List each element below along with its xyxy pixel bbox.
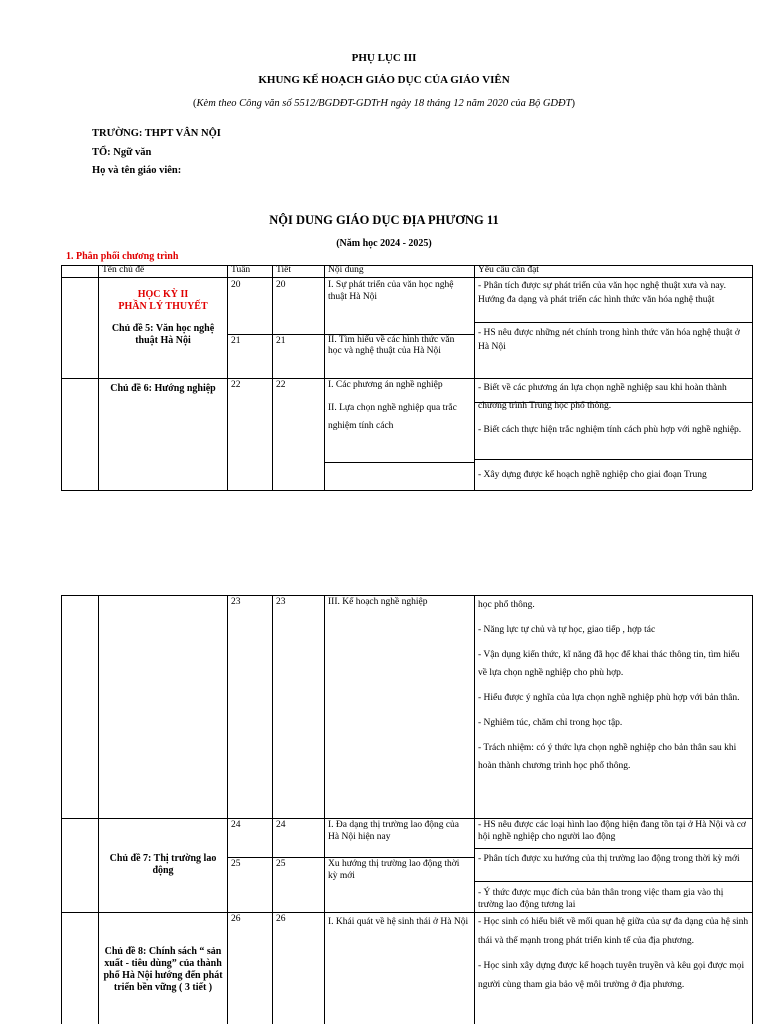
topic6-req-2: - Biết cách thực hiện trắc nghiệm tính cách phù hợp với nghề nghiệp. — [478, 425, 742, 435]
topic8-week: 26 — [231, 914, 241, 924]
topic6-req-1: - Biết về các phương án lựa chọn nghề nghiệp sau khi hoàn thành chương trình Trung học phổ thông. — [478, 383, 727, 411]
topic6-content — [328, 379, 472, 435]
topic8-content: I. Khái quát về hệ sinh thái ở Hà Nội — [328, 917, 469, 927]
group-name: TỔ: Ngữ văn — [92, 147, 152, 158]
topic7-period-2: 25 — [276, 859, 286, 869]
page2-req-2: - Vận dụng kiến thức, kĩ năng đã học để khai thác thông tin, tìm hiểu về lựa chọn nghề nghiệp cho phù hợp. — [478, 650, 740, 678]
header-topic: Tên chủ đề — [102, 265, 145, 275]
page2-req-0: học phổ thông. — [478, 600, 535, 610]
reference-open: ( — [193, 98, 197, 109]
reference-close: ) — [571, 98, 575, 109]
topic5-req-1: - Phân tích được sự phát triển của văn học nghệ thuật xưa và nay. Hướng đa dạng và phát triển các hình thức văn hóa nghệ thuật — [478, 281, 727, 305]
topic5-week-2: 21 — [231, 336, 241, 346]
topic6-req-3: - Xây dựng được kế hoạch nghề nghiệp cho giai đoạn Trung — [478, 470, 707, 480]
school-name: TRƯỜNG: THPT VÂN NỘI — [92, 128, 221, 139]
topic7-week-2: 25 — [231, 859, 241, 869]
section-title: NỘI DUNG GIÁO DỤC ĐỊA PHƯƠNG 11 — [269, 213, 499, 227]
topic7-week-1: 24 — [231, 820, 241, 830]
teacher-name: Họ và tên giáo viên: — [92, 165, 182, 176]
topic5-week-1: 20 — [231, 280, 241, 290]
page2-period: 23 — [276, 597, 286, 607]
topic5-period-2: 21 — [276, 336, 286, 346]
header-period: Tiết — [276, 265, 291, 275]
topic7-req-3: - Ý thức được mục đích của bản thân trong việc tham gia vào thị trường lao động tương lai — [478, 888, 724, 910]
topic8-period: 26 — [276, 914, 286, 924]
page2-req-3: - Hiểu được ý nghĩa của lựa chọn nghề nghiệp phù hợp với bản thân. — [478, 693, 740, 703]
topic8-requirements — [478, 913, 750, 1024]
topic5-req-2: - HS nêu được những nét chính trong hình thức văn hóa nghệ thuật ở Hà Nội — [478, 328, 740, 352]
distribution-heading: 1. Phân phối chương trình — [66, 251, 179, 262]
page2-req-1: - Năng lực tự chủ và tự học, giao tiếp , hợp tác — [478, 625, 656, 635]
topic6-name: Chủ đề 6: Hướng nghiệp — [110, 383, 216, 394]
topic7-period-1: 24 — [276, 820, 286, 830]
topic5-name: Chủ đề 5: Văn học nghệ thuật Hà Nội — [111, 323, 215, 346]
school-year: (Năm học 2024 - 2025) — [336, 238, 432, 249]
page2-week: 23 — [231, 597, 241, 607]
part-label: PHẦN LÝ THUYẾT — [118, 301, 208, 312]
page2-requirements — [478, 596, 750, 775]
topic8-req-2: - Học sinh xây dựng được kế hoạch tuyên truyền và kêu gọi được mọi người cùng tham gia bảo vệ môi trường ở địa phương. — [478, 961, 745, 990]
page2-req-4: - Nghiêm túc, chăm chỉ trong học tập. — [478, 718, 623, 728]
topic7-content-1: I. Đa dạng thị trường lao động của Hà Nội hiện nay — [328, 820, 460, 842]
page2-req-5: - Trách nhiệm: có ý thức lựa chọn nghề nghiệp cho bản thân sau khi hoàn thành chương trình học phổ thông. — [478, 743, 737, 771]
topic6-week: 22 — [231, 380, 241, 390]
appendix-title: PHỤ LỤC III — [351, 52, 417, 64]
topic7-req-2: - Phân tích được xu hướng của thị trường lao động trong thời kỳ mới — [478, 854, 740, 864]
topic7-name: Chủ đề 7: Thị trường lao động — [109, 853, 217, 876]
topic8-req-1: - Học sinh có hiểu biết về mối quan hệ giữa của sự đa dạng của hệ sinh thái và thế mạnh trong phát triển kinh tế của địa phương. — [478, 917, 749, 946]
page2-content: III. Kế hoạch nghề nghiệp — [328, 597, 428, 607]
semester-label: HỌC KỲ II — [137, 289, 189, 300]
topic6-content-1: I. Các phương án nghề nghiệp — [328, 380, 443, 390]
header-week: Tuần — [231, 265, 251, 275]
topic8-name: Chủ đề 8: Chính sách “ sản xuất - tiêu dùng” của thành phố Hà Nội hướng đến phát triển bền vững ( 3 tiết ) — [103, 946, 223, 993]
reference-text: Kèm theo Công văn số 5512/BGDĐT-GDTrH ngày 18 tháng 12 năm 2020 của Bộ GDĐT — [196, 98, 572, 109]
topic6-period: 22 — [276, 380, 286, 390]
framework-title: KHUNG KẾ HOẠCH GIÁO DỤC CỦA GIÁO VIÊN — [258, 74, 510, 86]
header-requirement: Yêu cầu cần đạt — [478, 265, 539, 275]
topic5-content-2: II. Tìm hiểu về các hình thức văn học và nghệ thuật của Hà Nội — [328, 335, 455, 356]
topic5-period-1: 20 — [276, 280, 286, 290]
topic7-req-1: - HS nêu được các loại hình lao động hiện đang tồn tại ở Hà Nội và cơ hội nghề nghiệp cho người lao động — [478, 820, 746, 842]
topic5-cell — [100, 289, 226, 347]
header-content: Nội dung — [328, 265, 364, 275]
topic7-content-2: Xu hướng thị trường lao động thời kỳ mới — [328, 859, 460, 881]
reference-note — [0, 98, 768, 109]
topic5-content-1: I. Sự phát triển của văn học nghệ thuật Hà Nội — [328, 280, 454, 302]
topic6-content-2: II. Lựa chọn nghề nghiệp qua trắc nghiệm tính cách — [328, 402, 457, 431]
